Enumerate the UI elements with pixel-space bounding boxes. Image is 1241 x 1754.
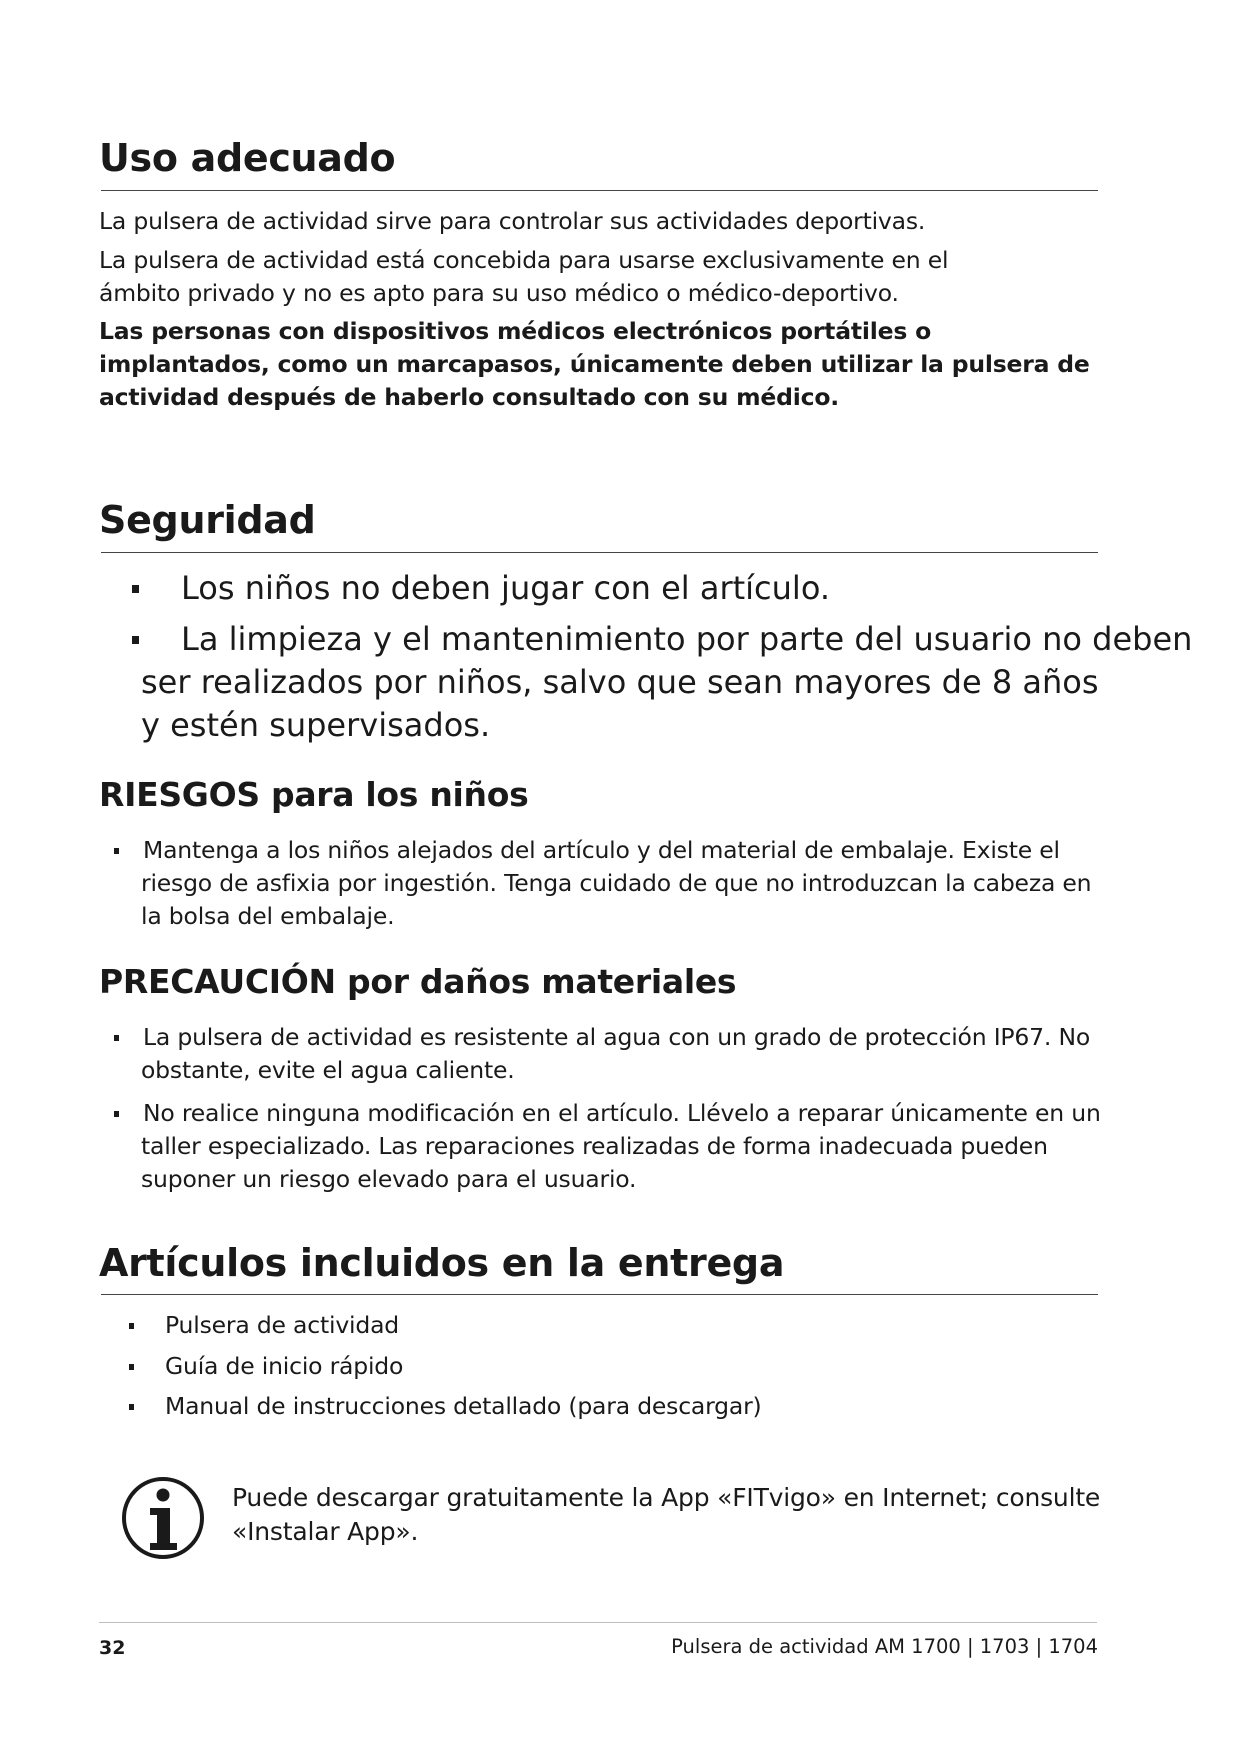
section-rule	[101, 1294, 1098, 1295]
bullet-icon	[114, 1035, 119, 1041]
bullet-icon	[132, 585, 139, 593]
section-title-uso-adecuado: Uso adecuado	[99, 136, 396, 180]
articulos-item-text: Manual de instrucciones detallado (para descargar)	[165, 1392, 762, 1420]
articulos-item	[99, 1309, 1109, 1342]
paragraph-uso-warning: Las personas con dispositivos médicos electrónicos portátiles o implantados, como un marcapasos, únicamente deben utilizar la pulsera de actividad después de haberlo consultado con su médico.	[99, 317, 1090, 411]
section-rule	[101, 190, 1098, 191]
seguridad-item-text: Los niños no deben jugar con el artículo.	[181, 569, 830, 607]
seguridad-item-text: La limpieza y el mantenimiento por parte del usuario no deben	[181, 620, 1193, 658]
precaucion-item-text: No realice ninguna modificación en el artículo. Llévelo a reparar únicamente en un taller especializado. Las reparaciones realizadas de forma inadecuada pueden suponer un riesgo elevado para el usuario.	[141, 1099, 1101, 1193]
paragraph-uso-2: La pulsera de actividad está concebida para usarse exclusivamente en el ámbito privado y no es apto para su uso médico o médico-deportivo.	[99, 246, 949, 307]
footer-rule	[99, 1622, 1097, 1623]
articulos-item	[99, 1390, 1109, 1423]
seguridad-item	[99, 618, 1193, 747]
section-title-articulos: Artículos incluidos en la entrega	[99, 1241, 785, 1285]
articulos-item	[99, 1350, 1109, 1383]
articulos-item-text: Guía de inicio rápido	[165, 1352, 404, 1380]
bullet-icon	[132, 636, 139, 644]
precaucion-item	[99, 1021, 1109, 1087]
bullet-icon	[114, 848, 119, 854]
paragraph-uso-1: La pulsera de actividad sirve para controlar sus actividades deportivas.	[99, 207, 926, 235]
articulos-item-text: Pulsera de actividad	[165, 1311, 399, 1339]
info-note-text: Puede descargar gratuitamente la App «FITvigo» en Internet; consulte «Instalar App».	[232, 1483, 1101, 1546]
bullet-icon	[114, 1111, 119, 1117]
bullet-icon	[129, 1404, 134, 1410]
riesgos-item-text: Mantenga a los niños alejados del artículo y del material de embalaje. Existe el riesgo de asfixia por ingestión. Tenga cuidado de que no introduzcan la cabeza en la bolsa del embalaje.	[141, 836, 1092, 930]
section-title-riesgos: RIESGOS para los niños	[99, 775, 529, 814]
bullet-icon	[129, 1323, 134, 1329]
footer-product-title: Pulsera de actividad AM 1700 | 1703 | 1704	[671, 1635, 1098, 1658]
info-icon	[120, 1475, 206, 1561]
section-rule	[101, 552, 1098, 553]
page-number: 32	[99, 1637, 126, 1659]
section-title-seguridad: Seguridad	[99, 498, 316, 542]
section-title-precaucion: PRECAUCIÓN por daños materiales	[99, 962, 737, 1001]
seguridad-item	[99, 567, 1139, 610]
seguridad-item-text-continued: ser realizados por niños, salvo que sean mayores de 8 años y estén supervisados.	[141, 663, 1099, 744]
riesgos-item	[99, 834, 1109, 933]
precaucion-item	[99, 1097, 1109, 1196]
precaucion-item-text: La pulsera de actividad es resistente al agua con un grado de protección IP67. No obstante, evite el agua caliente.	[141, 1023, 1091, 1084]
bullet-icon	[129, 1364, 134, 1370]
